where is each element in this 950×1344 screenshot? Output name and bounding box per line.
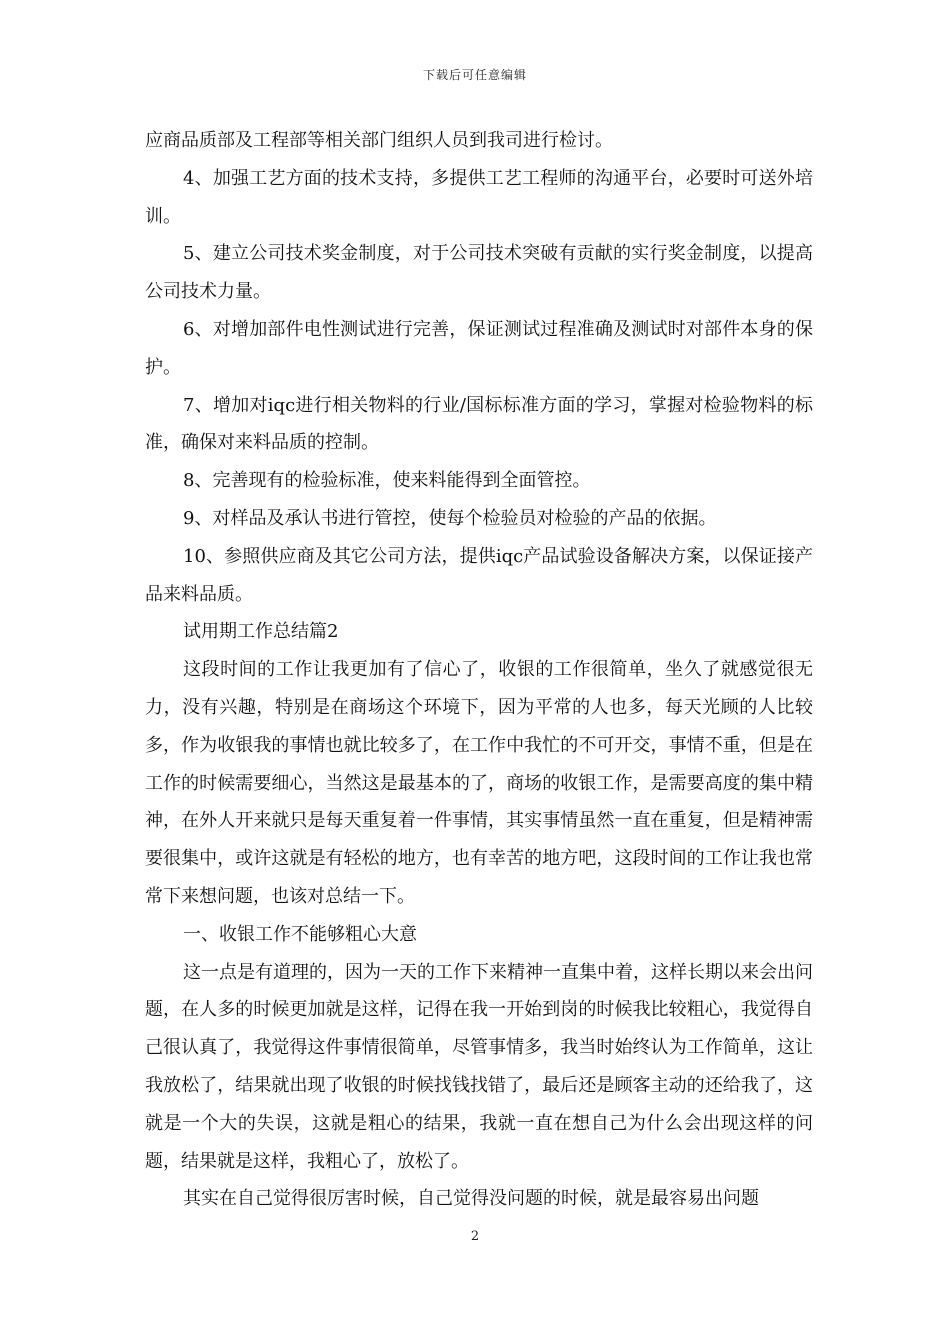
section-heading: 一、收银工作不能够粗心大意 xyxy=(183,923,417,945)
section-heading: 试用期工作总结篇2 xyxy=(183,621,339,643)
paragraph: 这一点是有道理的，因为一天的工作下来精神一直集中着，这样长期以来会出问题，在人多的时候更加就是这样，记得在我一开始到岗的时候我比较粗心，我觉得自己很认真了，我觉得这件事情很简单，尽管事情多，我当时始终认为工作简单，这让我放松了，结果就出现了收银的时候找钱找错了，最后还是顾客主动的还给我了，这就是一个大的失误，这就是粗心的结果，我就一直在想自己为什么会出现这样的问题，结果就是这样，我粗心了，放松了。 xyxy=(145,961,813,1172)
paragraph: 应商品质部及工程部等相关部门组织人员到我司进行检讨。 xyxy=(145,130,613,151)
paragraph: 10、参照供应商及其它公司方法，提供iqc产品试验设备解决方案，以保证接产品来料品质。 xyxy=(145,545,813,605)
paragraph: 4、加强工艺方面的技术支持，多提供工艺工程师的沟通平台，必要时可送外培训。 xyxy=(145,167,813,227)
document-body xyxy=(145,122,813,1218)
paragraph: 其实在自己觉得很厉害时候，自己觉得没问题的时候，就是最容易出问题 xyxy=(183,1188,759,1210)
page-header: 下载后可任意编辑 xyxy=(422,68,527,82)
paragraph: 5、建立公司技术奖金制度，对于公司技术突破有贡献的实行奖金制度，以提高公司技术力量。 xyxy=(145,243,813,303)
paragraph: 这段时间的工作让我更加有了信心了，收银的工作很简单，坐久了就感觉很无力，没有兴趣，特别是在商场这个环境下，因为平常的人也多，每天光顾的人比较多，作为收银我的事情也就比较多了，在工作中我忙的不可开交，事情不重，但是在工作的时候需要细心，当然这是最基本的了，商场的收银工作，是需要高度的集中精神，在外人开来就只是每天重复着一件事情，其实事情虽然一直在重复，但是精神需要很集中，或许这就是有轻松的地方，也有幸苦的地方吧，这段时间的工作让我也常常下来想问题，也该对总结一下。 xyxy=(145,659,813,907)
paragraph: 6、对增加部件电性测试进行完善，保证测试过程准确及测试时对部件本身的保护。 xyxy=(145,318,813,378)
paragraph: 7、增加对iqc进行相关物料的行业/国标标准方面的学习，掌握对检验物料的标准，确保对来料品质的控制。 xyxy=(145,394,813,454)
paragraph: 8、完善现有的检验标准，使来料能得到全面管控。 xyxy=(183,470,591,492)
paragraph: 9、对样品及承认书进行管控，使每个检验员对检验的产品的依据。 xyxy=(183,507,717,529)
page-number: 2 xyxy=(470,1229,480,1244)
